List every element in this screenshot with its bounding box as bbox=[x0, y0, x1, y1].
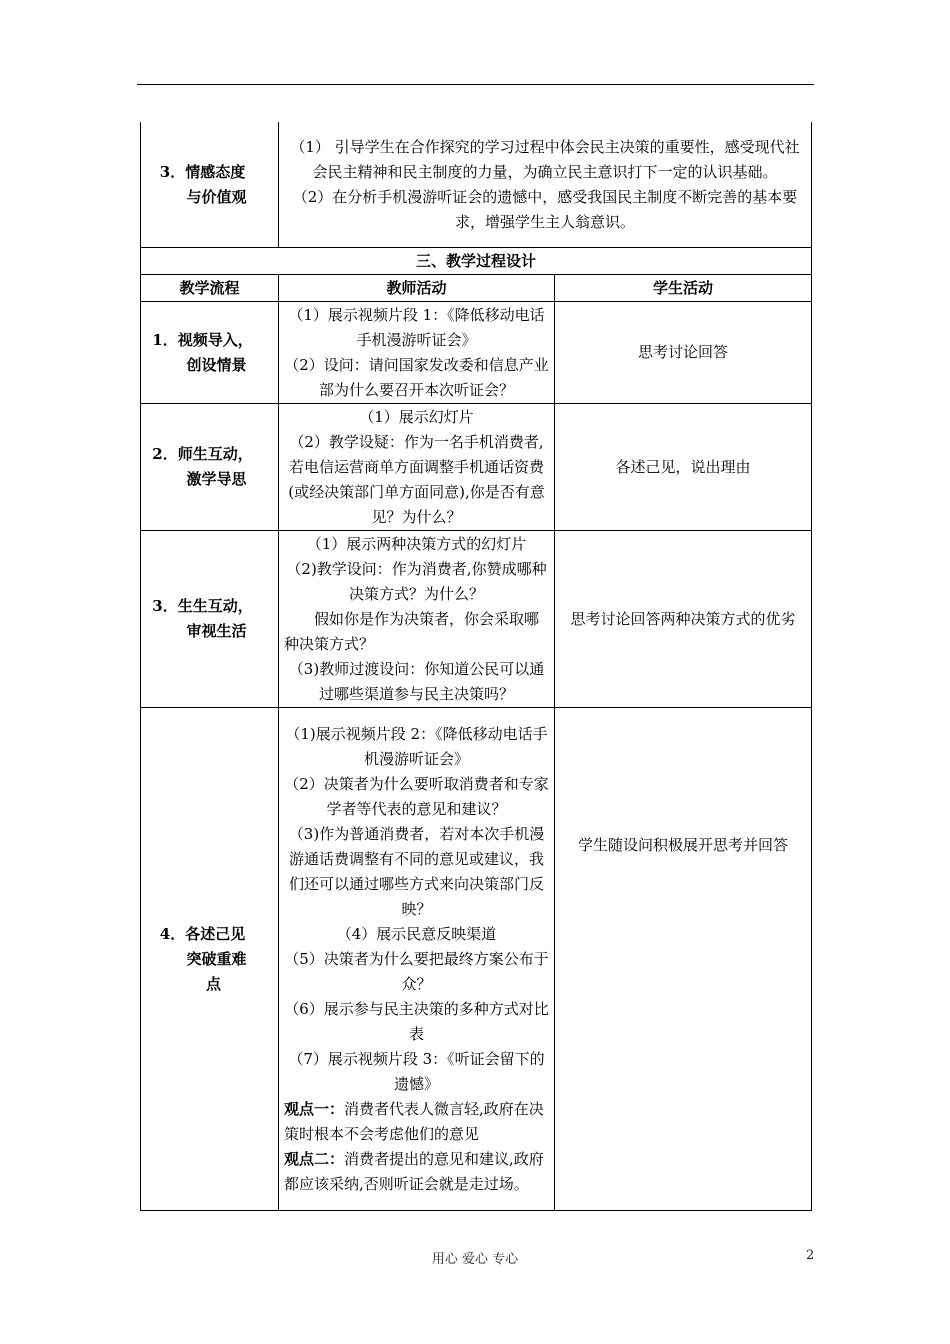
teacher-step: （2)教学设问：作为消费者,你赞成哪种决策方式？为什么？ bbox=[286, 559, 547, 603]
column-header: 教学流程 bbox=[141, 275, 279, 302]
viewpoint-text: 消费者代表人微言轻,政府在决策时根本不会考虑他们的意见 bbox=[284, 1099, 544, 1143]
teacher-step: （7）展示视频片段 3：《听证会留下的遗憾》 bbox=[288, 1049, 545, 1093]
teacher-step: （5）决策者为什么要把最终方案公布于众？ bbox=[284, 949, 549, 993]
row-label bbox=[141, 708, 279, 1211]
teacher-step: （3)教师过渡设问：你知道公民可以通过哪些渠道参与民主决策吗？ bbox=[288, 659, 545, 703]
table-row bbox=[141, 404, 812, 531]
teacher-step: （2）教学设疑：作为一名手机消费者,若电信运营商单方面调整手机通话资费(或经决策部门单方面同意),你是否有意见？为什么？ bbox=[288, 432, 545, 526]
emotion-attitude-row bbox=[141, 122, 812, 248]
goal-description bbox=[279, 122, 812, 248]
teacher-activity bbox=[279, 302, 555, 404]
viewpoint bbox=[284, 1097, 549, 1147]
viewpoint bbox=[284, 1147, 549, 1197]
table-row bbox=[141, 302, 812, 404]
row-label-line: 突破重难 bbox=[186, 949, 247, 968]
teacher-step: （1）展示视频片段 1：《降低移动电话手机漫游听证会》 bbox=[288, 305, 545, 349]
teacher-step: （4）展示民意反映渠道 bbox=[336, 924, 497, 943]
teacher-activity bbox=[279, 404, 555, 531]
teacher-step: （2）决策者为什么要听取消费者和专家学者等代表的意见和建议？ bbox=[284, 774, 549, 818]
student-activity: 各述己见，说出理由 bbox=[555, 404, 812, 531]
viewpoint-head: 观点二： bbox=[284, 1149, 345, 1168]
section-title-row bbox=[141, 248, 812, 275]
row-label-line: 3．生生互动， bbox=[152, 597, 253, 615]
row-label bbox=[141, 404, 279, 531]
column-header: 教师活动 bbox=[279, 275, 555, 302]
row-label-line: 点 bbox=[205, 974, 221, 993]
column-header-row bbox=[141, 275, 812, 302]
teacher-step: （6）展示参与民主决策的多种方式对比表 bbox=[284, 999, 549, 1043]
row-label-line: 3．情感态度 bbox=[159, 162, 246, 181]
row-label-line: 创设情景 bbox=[186, 355, 247, 374]
teacher-step: 假如你是作为决策者，你会采取哪种决策方式？ bbox=[284, 609, 540, 653]
teacher-step: （3)作为普通消费者，若对本次手机漫游通话费调整有不同的意见或建议，我们还可以通过哪些方式来向决策部门反映？ bbox=[288, 824, 545, 918]
row-label-line: 审视生活 bbox=[186, 622, 247, 640]
viewpoint-head: 观点一： bbox=[284, 1099, 345, 1118]
teacher-activity bbox=[279, 708, 555, 1211]
student-activity: 思考讨论回答 bbox=[555, 302, 812, 404]
teacher-step: （1）展示幻灯片 bbox=[359, 407, 474, 426]
student-activity: 思考讨论回答两种决策方式的优劣 bbox=[555, 531, 812, 708]
page-number: 2 bbox=[806, 1248, 815, 1263]
row-label-line: 1．视频导入， bbox=[152, 330, 253, 349]
viewpoint-text: 消费者提出的意见和建议,政府都应该采纳,否则听证会就是走过场。 bbox=[284, 1149, 544, 1193]
student-activity: 学生随设问积极展开思考并回答 bbox=[555, 708, 812, 1211]
section-title: 三、教学过程设计 bbox=[141, 248, 812, 275]
teacher-step: （1)展示视频片段 2：《降低移动电话手机漫游听证会》 bbox=[285, 724, 548, 768]
lesson-plan-table bbox=[140, 122, 812, 1211]
row-label-line: 4．各述己见 bbox=[159, 924, 246, 943]
row-label bbox=[141, 531, 279, 708]
teacher-step: （1）展示两种决策方式的幻灯片 bbox=[306, 534, 527, 553]
teacher-activity bbox=[279, 531, 555, 708]
table-row bbox=[141, 708, 812, 1211]
column-header: 学生活动 bbox=[555, 275, 812, 302]
teacher-step: （2）设问：请问国家发改委和信息产业部为什么要召开本次听证会？ bbox=[284, 355, 549, 399]
header-rule bbox=[137, 84, 814, 85]
row-label-line: 2．师生互动， bbox=[152, 445, 253, 463]
table-row bbox=[141, 531, 812, 708]
row-label-line: 与价值观 bbox=[186, 187, 247, 206]
goal-paragraph: （1） 引导学生在合作探究的学习过程中体会民主决策的重要性，感受现代社会民主精神和民主制度的力量，为确立民主意识打下一定的认识基础。 bbox=[290, 137, 800, 181]
row-label-line: 激学导思 bbox=[186, 470, 247, 488]
row-label bbox=[141, 122, 279, 248]
row-label bbox=[141, 302, 279, 404]
footer-motto: 用心 爱心 专心 bbox=[431, 1252, 519, 1267]
goal-paragraph: （2）在分析手机漫游听证会的遗憾中，感受我国民主制度不断完善的基本要求，增强学生主人翁意识。 bbox=[292, 187, 798, 231]
